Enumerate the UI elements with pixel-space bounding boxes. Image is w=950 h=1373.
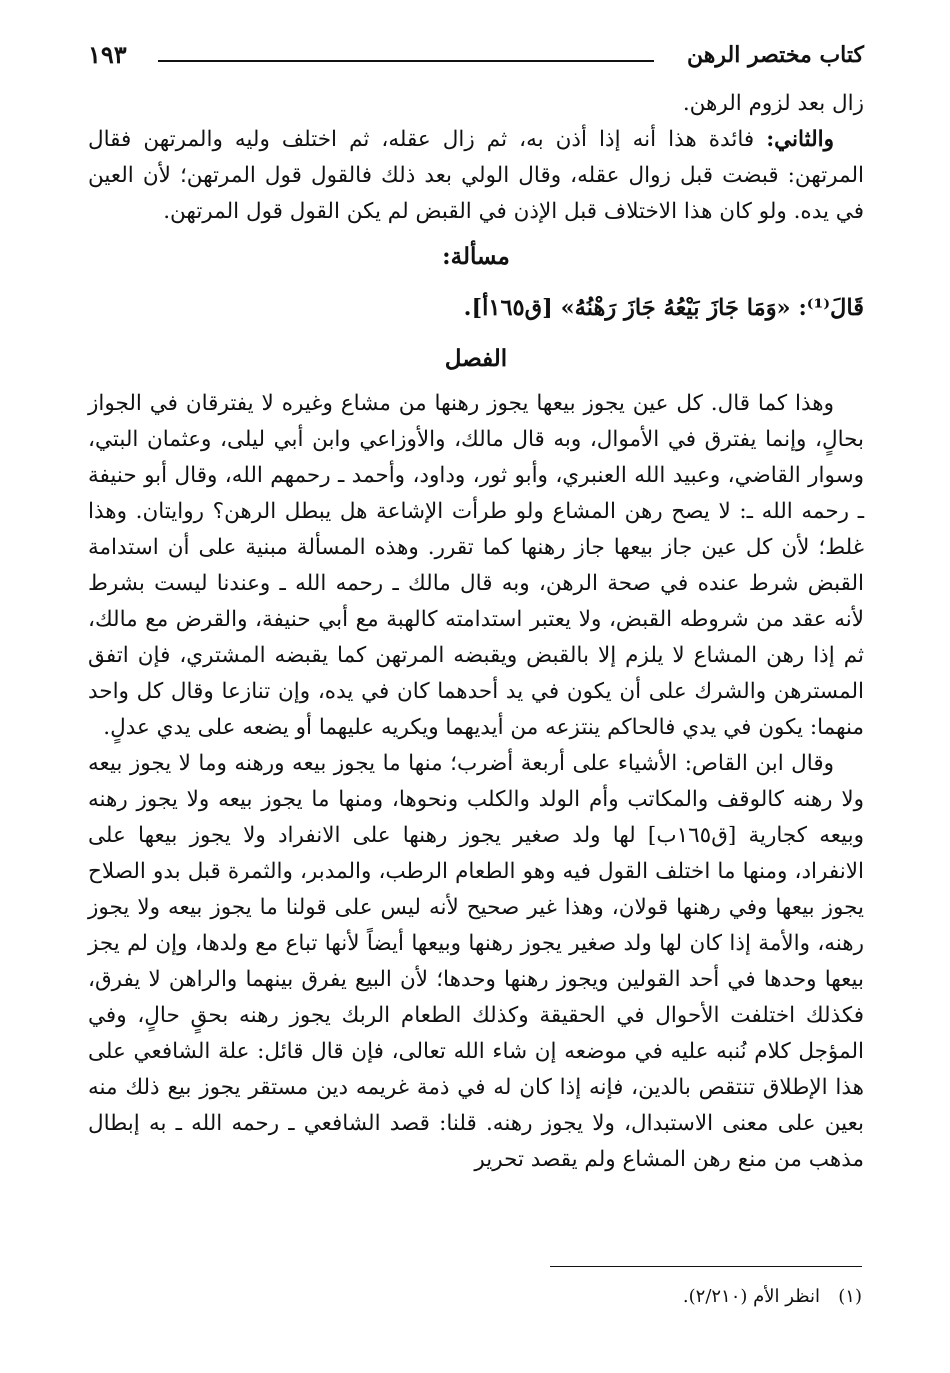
paragraph-continuation: زال بعد لزوم الرهن. bbox=[682, 91, 864, 116]
footnote-text: انظر الأم (٢/٢١٠). bbox=[682, 1286, 820, 1307]
lead-term: والثاني: bbox=[766, 127, 834, 152]
body-text bbox=[88, 86, 864, 1178]
section-heading-masala: مسألة: bbox=[442, 243, 510, 270]
page-number: ١٩٣ bbox=[88, 40, 127, 69]
paragraph-text: فائدة هذا أنه إذا أذن به، ثم زال عقله، ثم اختلف وليه والمرتهن فقال المرتهن: قبضت قبل زوال عقله، وقال الولي بعد ذلك فالقول قول المرتهن؛ لأن العين في يده. ولو كان هذا الاختلاف قبل الإذن في القبض لم يكن القول قول المرتهن. bbox=[88, 127, 864, 224]
section-heading-fasl: الفصل bbox=[444, 345, 508, 372]
running-header bbox=[88, 38, 864, 74]
footnote-rule bbox=[550, 1266, 862, 1267]
paragraph-ibn-al-qas: وقال ابن القاص: الأشياء على أربعة أضرب؛ منها ما يجوز بيعه ورهنه وما لا يجوز بيعه ولا رهنه كالوقف والمكاتب وأم الولد والكلب ونحوها، ومنها ما يجوز بيعه ولا يجوز رهنه وبيعه كجارية [ق١٦٥ب] لها ولد صغير يجوز رهنها على الانفراد ولا يجوز بيعها على الانفراد، ومنها ما اختلف القول فيه وهو الطعام الرطب، والمدبر، والثمرة قبل بدو الصلاح يجوز بيعها وفي رهنها قولان، وهذا غير صحيح لأنه ليس على قولنا ما يجوز بيعه ولا يجوز رهنه، والأمة إذا كان لها ولد صغير يجوز رهنها وبيعها أيضاً لأنها تباع مع ولدها، وإن لم يجز بيعها وحدها في أحد القولين ويجوز رهنها وحدها؛ لأن البيع يفرق بينهما والراهن لا يفرق، فكذلك اختلفت الأحوال في الحقيقة وكذلك الطعام الربك يجوز رهنه بحقٍ حالٍ، وفي المؤجل كلام نُنبه عليه في موضعه إن شاء الله تعالى، فإن قال قائل: علة الشافعي على هذا الإطلاق تنتقص بالدين، فإنه إذا كان له في ذمة غريمه دين مستقر يجوز بيع ذلك منه بعين على معنى الاستبدال، ولا يجوز رهنه. قلنا: قصد الشافعي ـ رحمه الله ـ به إبطال مذهب من منع رهن المشاع ولم يقصد تحرير bbox=[88, 751, 864, 1172]
quoted-text: قَالَ⁽¹⁾: «وَمَا جَازَ بَيْعُهُ جَازَ رَهْنُهُ» [ق١٦٥أ]. bbox=[463, 295, 864, 321]
paragraph-second-point bbox=[88, 122, 864, 230]
book-title: كتاب مختصر الرهن bbox=[687, 42, 864, 68]
footnote-number: (١) bbox=[838, 1286, 862, 1307]
footnote bbox=[683, 1284, 862, 1310]
paragraph-main: وهذا كما قال. كل عين يجوز بيعها يجوز رهنها من مشاع وغيره لا يفترقان في الجواز بحالٍ، وإنما يفترق في الأموال، وبه قال مالك، والأوزاعي وابن أبي ليلى، وعثمان البتي، وسوار القاضي، وعبيد الله العنبري، وأبو ثور، وداود، وأحمد ـ رحمهم الله، وقال أبو حنيفة ـ رحمه الله ـ: لا يصح رهن المشاع ولو طرأت الإشاعة هل يبطل الرهن؟ روايتان. وهذا غلط؛ لأن كل عين جاز بيعها جاز رهنها كما تقرر. وهذه المسألة مبنية على أن استدامة القبض شرط عنده في صحة الرهن، وبه قال مالك ـ رحمه الله ـ وعندنا ليست بشرط لأنه عقد من شروطه القبض، ولا يعتبر استدامته كالهبة مع أبي حنيفة، والقرض مع مالك، ثم إذا رهن المشاع لا يلزم إلا بالقبض ويقبضه المرتهن كما يقبضه المشتري، فإن اتفق المسترهن والشرك على أن يكون في يد أحدهما كان في يده، وإن تنازعا وقال كل واحد منهما: يكون في يدي فالحاكم ينتزعه من أيديهما ويكريه عليهما أو يضعه على يدي عدلٍ. bbox=[88, 391, 864, 740]
header-rule bbox=[158, 60, 654, 62]
